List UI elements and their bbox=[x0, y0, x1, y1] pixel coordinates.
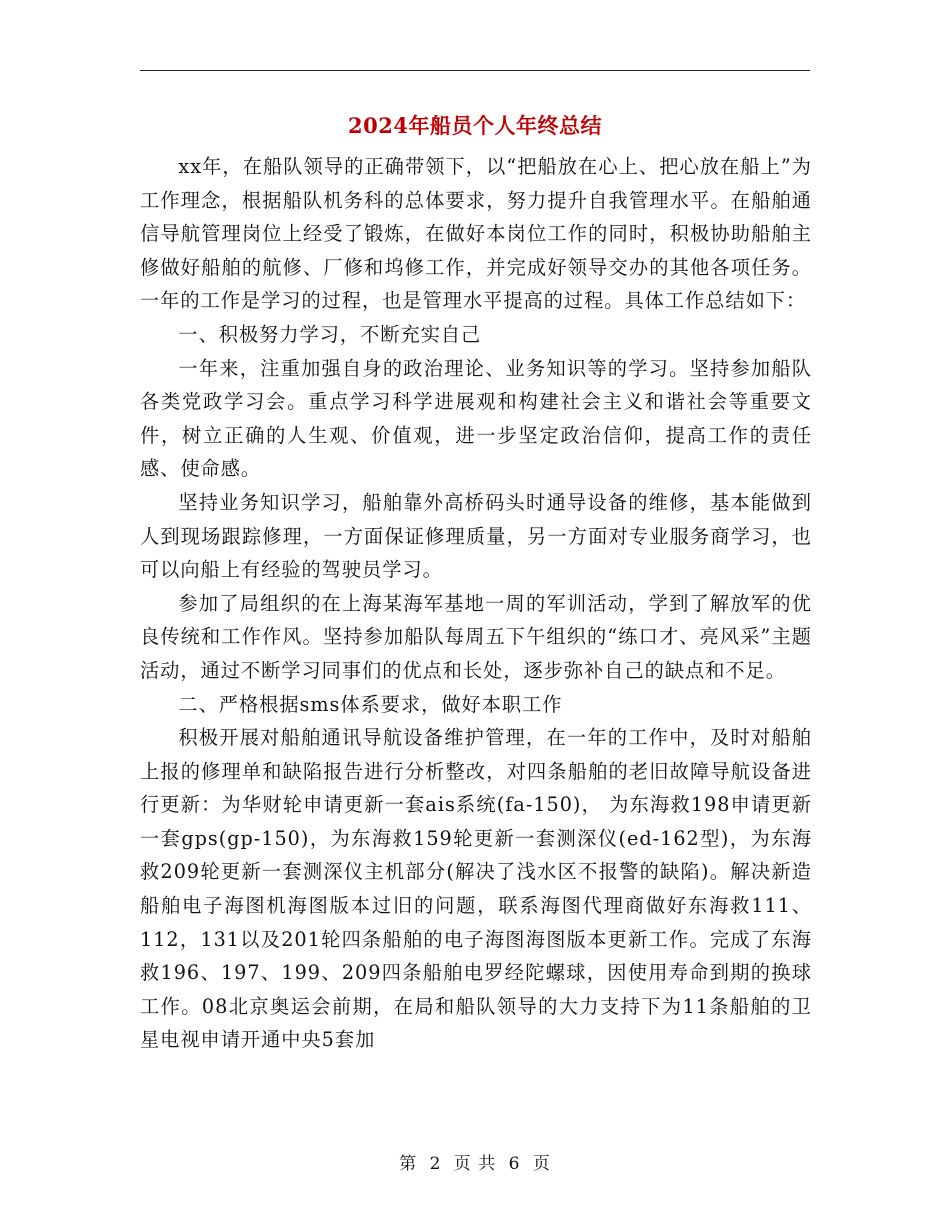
paragraph-business-study: 坚持业务知识学习，船舶靠外高桥码头时通导设备的维修，基本能做到人到现场跟踪修理，一方面保证修理质量，另一方面对专业服务商学习，也可以向船上有经验的驾驶员学习。 bbox=[140, 490, 812, 582]
footer-suffix: 页 bbox=[532, 1154, 551, 1174]
document-body bbox=[140, 150, 812, 1057]
section-heading-2: 二、严格根据sms体系要求，做好本职工作 bbox=[178, 692, 563, 716]
page-footer bbox=[0, 1150, 950, 1178]
paragraph-intro: xx年，在船队领导的正确带领下，以“把船放在心上、把心放在船上”为工作理念，根据船队机务科的总体要求，努力提升自我管理水平。在船舶通信导航管理岗位上经受了锻炼，在做好本岗位工作的同时，积极协助船舶主修做好船舶的航修、厂修和坞修工作，并完成好领导交办的其他各项任务。一年的工作是学习的过程，也是管理水平提高的过程。具体工作总结如下： bbox=[140, 155, 812, 313]
footer-current-page: 2 bbox=[429, 1154, 442, 1174]
paragraph-military-training: 参加了局组织的在上海某海军基地一周的军训活动，学到了解放军的优良传统和工作作风。坚持参加船队每周五下午组织的“练口才、亮风采”主题活动，通过不断学习同事们的优点和长处，逐步弥补自己的缺点和不足。 bbox=[140, 591, 812, 682]
footer-middle: 页 共 bbox=[453, 1154, 497, 1174]
section-heading-1: 一、积极努力学习，不断充实自己 bbox=[178, 322, 482, 346]
paragraph-study: 一年来，注重加强自身的政治理论、业务知识等的学习。坚持参加船队各类党政学习会。重点学习科学进展观和构建社会主义和谐社会等重要文件，树立正确的人生观、价值观，进一步坚定政治信仰，提高工作的责任感、使命感。 bbox=[140, 356, 812, 481]
footer-total-pages: 6 bbox=[508, 1154, 521, 1174]
paragraph-equipment: 积极开展对船舶通讯导航设备维护管理，在一年的工作中，及时对船舶上报的修理单和缺陷报告进行分析整改，对四条船舶的老旧故障导航设备进行更新：为华财轮申请更新一套ais系统(fa-150)， 为东海救198申请更新一套gps(gp-150)，为东海救159轮更新一套测深仪(ed-162型)，为东海救209轮更新一套测深仪主机部分(解决了浅水区不报警的缺陷)。解决新造船舶电子海图机海图版本过旧的问题，联系海图代理商做好东海救111、112，131以及201轮四条船舶的电子海图海图版本更新工作。完成了东海救196、197、199、209四条船舶电罗经陀螺球，因使用寿命到期的换球工作。08北京奥运会前期，在局和船队领导的大力支持下为11条船舶的卫星电视申请开通中央5套加 bbox=[140, 726, 812, 1052]
footer-prefix: 第 bbox=[399, 1154, 418, 1174]
header-rule bbox=[140, 70, 810, 71]
document-title: 2024年船员个人年终总结 bbox=[348, 113, 602, 138]
